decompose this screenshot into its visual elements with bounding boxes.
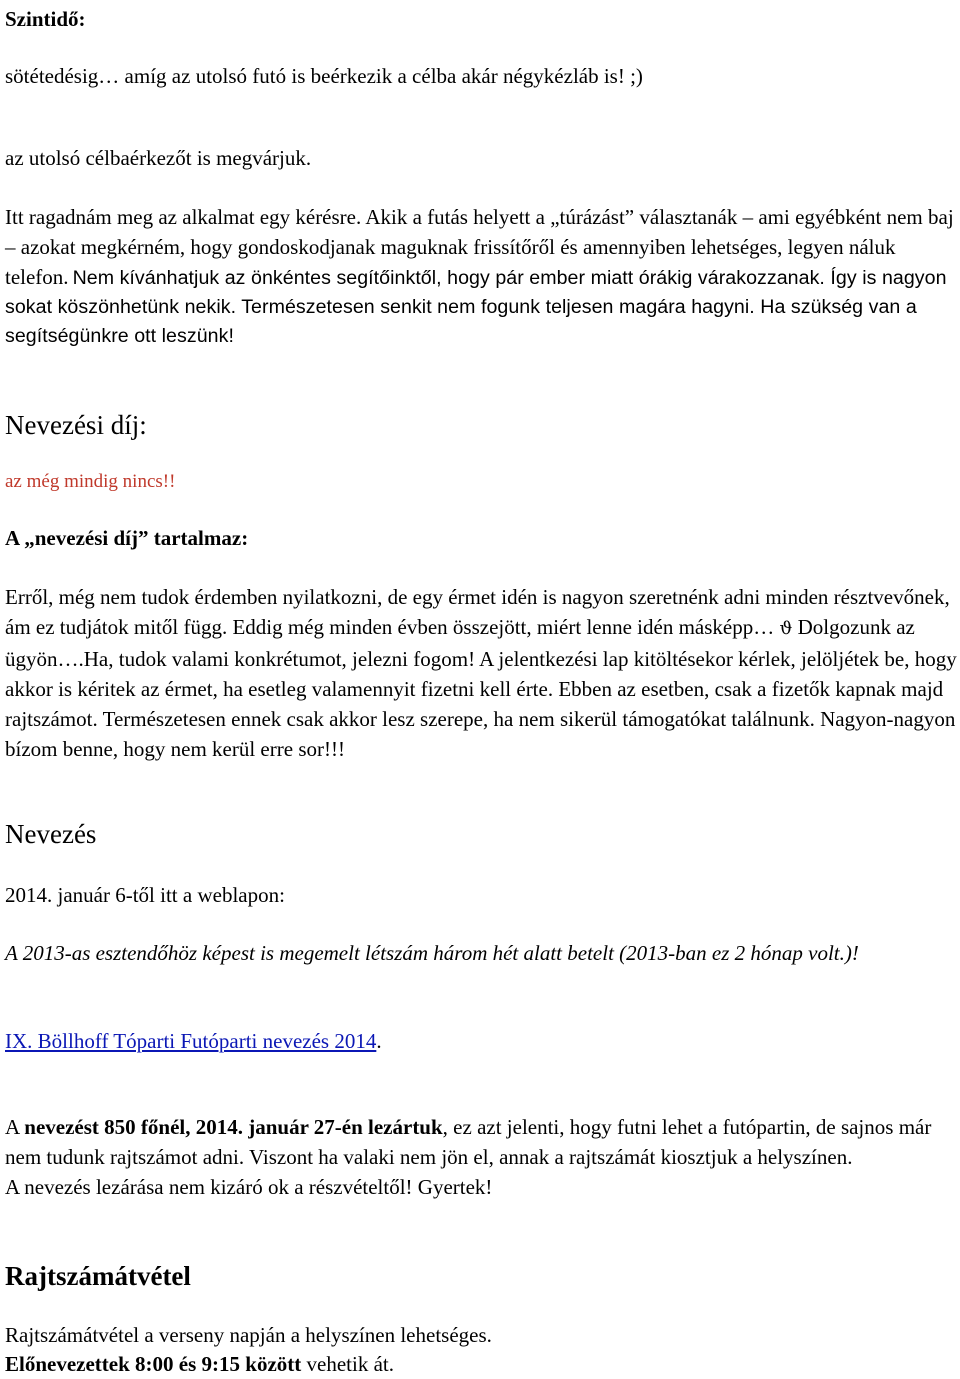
start-time-line2: az utolsó célbaérkezőt is megvárjuk. (5, 146, 312, 170)
bib-heading: Rajtszámátvétel (5, 1261, 191, 1291)
fee-includes-heading: A „nevezési díj” tartalmaz: (5, 526, 249, 550)
bib-line2 (5, 1349, 394, 1379)
registration-italic-note: A 2013-as esztendőhöz képest is megemelt létszám három hét alatt betelt (2013-ban ez 2 hónap volt.)! (5, 941, 859, 965)
fee-includes-paragraph (5, 582, 960, 764)
bib-line2-rest: vehetik át. (301, 1352, 394, 1376)
request-serif-text: Itt ragadnám meg az alkalmat egy kérésre. Akik a futás helyett a „túrázást” választanák – ami egyébként nem baj – azokat megkérném, hogy gondoskodjanak maguknak frissítőről és amennyiben lehetséges, legyen náluk telefon. (5, 205, 954, 289)
fee-heading: Nevezési díj: (5, 410, 147, 440)
registration-date-line: 2014. január 6-től itt a weblapon: (5, 883, 285, 907)
registration-closed-paragraph (5, 1112, 960, 1202)
registration-link[interactable]: IX. Böllhoff Tóparti Futóparti nevezés 2014 (5, 1029, 377, 1053)
start-time-line1: sötétedésig… amíg az utolsó futó is beérkezik a célba akár négykézláb is! ;) (5, 64, 643, 88)
closed-prefix: A (5, 1115, 25, 1139)
registration-heading: Nevezés (5, 819, 97, 849)
registration-link-suffix: . (376, 1029, 382, 1053)
bib-line2-bold: Előnevezettek 8:00 és 9:15 között (5, 1352, 302, 1376)
theta-symbol: ϑ (779, 618, 793, 639)
request-paragraph (5, 202, 960, 351)
fee-includes-text-1: Erről, még nem tudok érdemben nyilatkozni, de egy érmet idén is nagyon szeretnénk adni minden résztvevőnek, ám ez tudjátok mitől függ. Eddig még minden évben összejött, miért lenne idén másképp… (5, 585, 950, 639)
bib-line1: Rajtszámátvétel a verseny napján a helyszínen lehetséges. (5, 1323, 492, 1347)
closed-bold-1: nevezést 850 főnél, 2014. (24, 1115, 243, 1139)
closed-rest: , ez azt jelenti, hogy futni lehet a futópartin, de sajnos már nem tudunk rajtszámot adni. Viszont ha valaki nem jön el, annak a rajtszámát kiosztjuk a helyszínen. (5, 1115, 932, 1169)
fee-includes-text-2: Dolgozunk az ügyön….Ha, tudok valami konkrétumot, jelezni fogom! A jelentkezési lap kitöltésekor kérlek, jelöljétek be, hogy akkor is kéritek az érmet, ha esetleg valamennyit fizetni kell érte. Ebben az esetben, csak a fizetők kapnak majd rajtszámot. Természetesen ennek csak akkor lesz szerepe, ha nem sikerül támogatókat találnunk. Nagyon-nagyon bízom benne, hogy nem kerül erre sor!!! (5, 615, 957, 761)
fee-note: az még mindig nincs!! (5, 471, 176, 492)
closed-line2: A nevezés lezárása nem kizáró ok a részvételtől! Gyertek! (5, 1175, 493, 1199)
closed-bold-2: január 27-én lezártuk (248, 1115, 443, 1139)
start-time-heading: Szintidő: (5, 7, 86, 31)
request-sans-text: Nem kívánhatjuk az önkéntes segítőinktől, hogy pár ember miatt órákig várakozzanak. Így is nagyon sokat köszönhetünk nekik. Természetesen senkit nem fogunk teljesen magára hagyni. Ha szükség van a segítségünkre ott leszünk! (5, 267, 947, 347)
registration-link-line (5, 1026, 382, 1056)
